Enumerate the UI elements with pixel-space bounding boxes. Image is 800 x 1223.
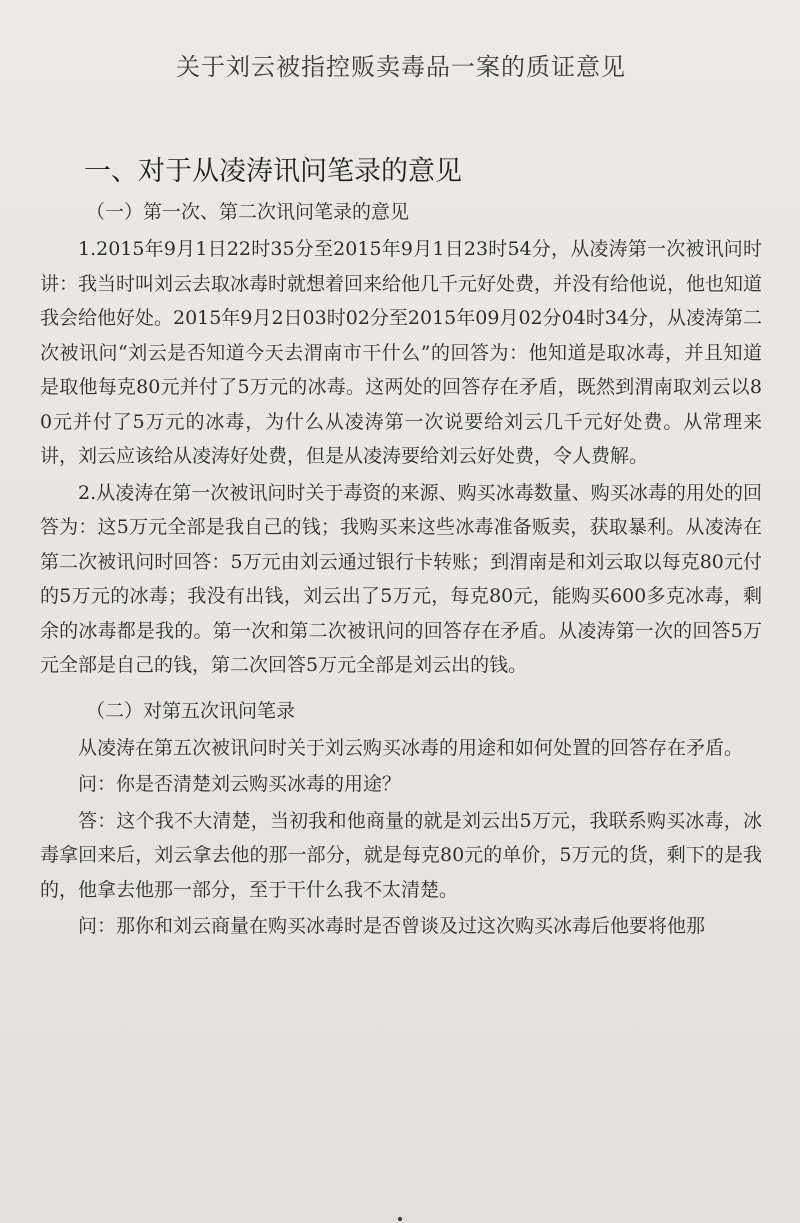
section-heading-1: 一、对于从凌涛讯问笔录的意见 xyxy=(84,156,462,187)
question-1: 问：你是否清楚刘云购买冰毒的用途？ xyxy=(78,773,402,795)
document-title: 关于刘云被指控贩卖毒品一案的质证意见 xyxy=(176,53,626,81)
page-mark xyxy=(398,1217,402,1221)
paragraph-2: 2.从凌涛在第一次被讯问时关于毒资的来源、购买冰毒数量、购买冰毒的用处的回答为：这5万元全部是我自己的钱；我购买来这些冰毒准备贩卖，获取暴利。从凌涛在第二次被讯问时回答：5万元由刘云通过银行卡转账；到渭南是和刘云取以每克80元付的5万元的冰毒；我没有出钱，刘云出了5万元，每克80元，能购买600多克冰毒，剩余的冰毒都是我的。第一次和第二次被讯问的回答存在矛盾。从凌涛第一次的回答5万元全部是自己的钱，第二次回答5万元全部是刘云出的钱。 xyxy=(40,481,762,676)
paragraph-3: 从凌涛在第五次被讯问时关于刘云购买冰毒的用途和如何处置的回答存在矛盾。 xyxy=(78,736,744,759)
question-2: 问：那你和刘云商量在购买冰毒时是否曾谈及过这次购买冰毒后他要将他那 xyxy=(78,915,706,937)
sub-heading-1: （一）第一次、第二次讯问笔录的意见 xyxy=(86,201,410,223)
sub-heading-2: （二）对第五次讯问笔录 xyxy=(86,699,296,722)
paragraph-1: 1.2015年9月1日22时35分至2015年9月1日23时54分，从凌涛第一次被讯问时讲：我当时叫刘云去取冰毒时就想着回来给他几千元好处费，并没有给他说，他也知道我会给他好处。2015年9月2日03时02分至2015年09月02分04时34分，从凌涛第二次被讯问“刘云是否知道今天去渭南市干什么”的回答为：他知道是取冰毒，并且知道是取他每克80元并付了5万元的冰毒。这两处的回答存在矛盾，既然到渭南取刘云以80元并付了5万元的冰毒，为什么从凌涛第一次说要给刘云几千元好处费。从常理来讲，刘云应该给从凌涛好处费，但是从凌涛要给刘云好处费，令人费解。 xyxy=(40,238,763,467)
answer-1: 答：这个我不大清楚，当初我和他商量的就是刘云出5万元，我联系购买冰毒，冰毒拿回来后，刘云拿去他的那一部分，就是每克80元的单价，5万元的货，剩下的是我的，他拿去他那一部分，至于干什么我不太清楚。 xyxy=(40,809,762,901)
